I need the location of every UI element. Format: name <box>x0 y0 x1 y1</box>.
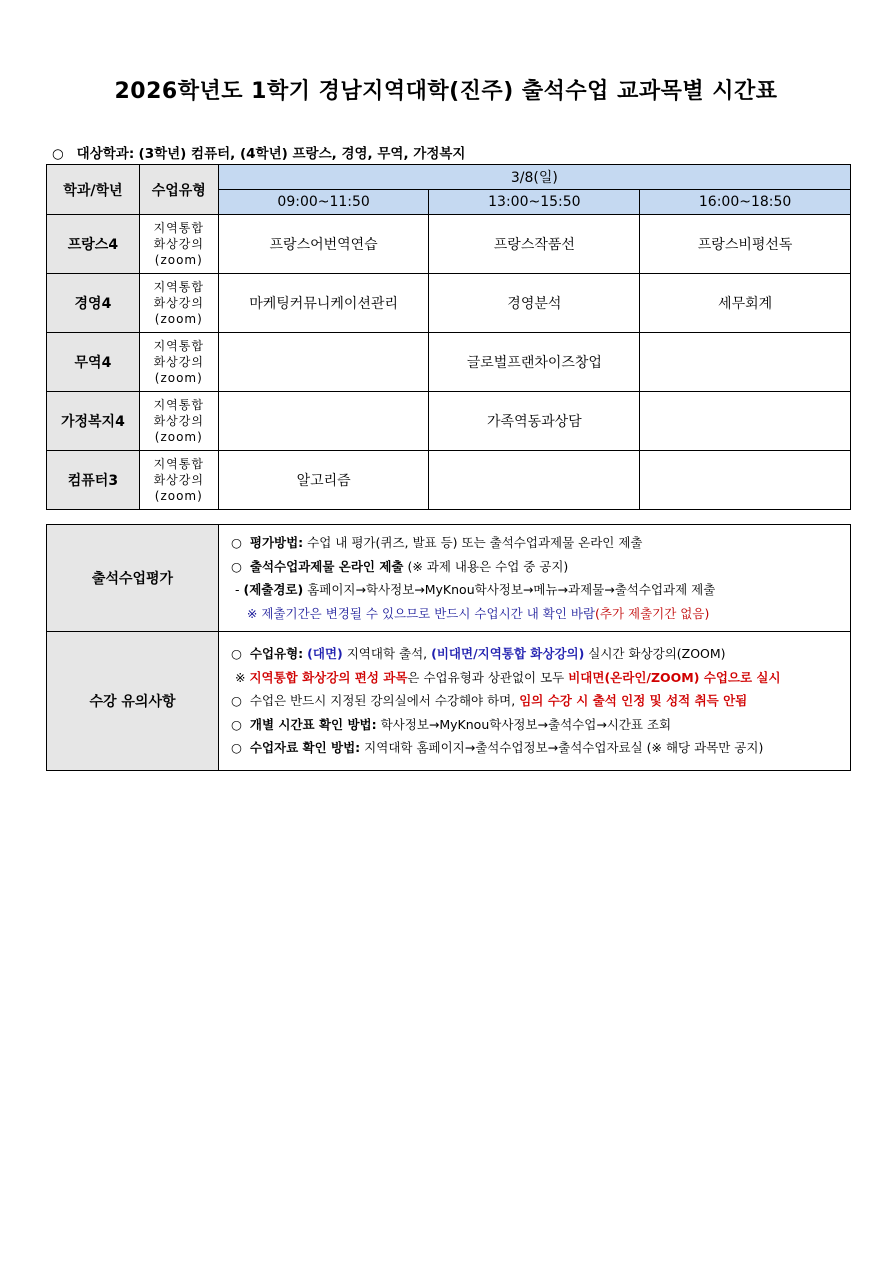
type-cell: 지역통합 화상강의 (zoom) <box>139 451 218 510</box>
course-cell: 글로벌프랜차이즈창업 <box>429 333 640 392</box>
eval-body <box>219 525 851 632</box>
type-cell: 지역통합 화상강의 (zoom) <box>139 274 218 333</box>
notes-heading: 수강 유의사항 <box>47 632 219 771</box>
time-slot-2: 13:00~15:50 <box>429 190 640 215</box>
time-slot-3: 16:00~18:50 <box>640 190 851 215</box>
header-type: 수업유형 <box>139 165 218 215</box>
note-line-4: ○ 개별 시간표 확인 방법: 학사정보→MyKnou학사정보→출석수업→시간표 조회 <box>231 716 672 732</box>
header-dept: 학과/학년 <box>47 165 140 215</box>
note-line-1: ○ 수업유형: (대면) 지역대학 출석, (비대면/지역통합 화상강의) 실시간 화상강의(ZOOM) <box>231 646 726 662</box>
eval-line-3: - (제출경로) 홈페이지→학사정보→MyKnou학사정보→메뉴→과제물→출석수업과제 제출 <box>234 582 716 597</box>
type-cell: 지역통합 화상강의 (zoom) <box>139 215 218 274</box>
eval-line-2: ○ 출석수업과제물 온라인 제출 (※ 과제 내용은 수업 중 공지) <box>231 558 569 574</box>
eval-heading: 출석수업평가 <box>47 525 219 632</box>
eval-line-1: ○ 평가방법: 수업 내 평가(퀴즈, 발표 등) 또는 출석수업과제물 온라인 제출 <box>231 535 643 550</box>
course-cell <box>640 451 851 510</box>
course-cell <box>429 451 640 510</box>
course-cell: 경영분석 <box>429 274 640 333</box>
course-cell <box>218 392 429 451</box>
dept-cell: 경영4 <box>47 274 140 333</box>
bullet: ○ <box>52 146 64 162</box>
type-cell: 지역통합 화상강의 (zoom) <box>139 333 218 392</box>
dept-cell: 무역4 <box>47 333 140 392</box>
course-cell: 프랑스어번역연습 <box>218 215 429 274</box>
target-label: 대상학과: <box>76 146 135 162</box>
dept-cell: 가정복지4 <box>47 392 140 451</box>
page-title: 2026학년도 1학기 경남지역대학(진주) 출석수업 교과목별 시간표 <box>114 79 778 104</box>
course-cell: 프랑스작품선 <box>429 215 640 274</box>
notes-table <box>46 524 851 771</box>
header-date: 3/8(일) <box>218 165 850 190</box>
course-cell <box>640 333 851 392</box>
table-row <box>47 333 851 392</box>
type-cell: 지역통합 화상강의 (zoom) <box>139 392 218 451</box>
notes-body <box>219 632 851 771</box>
table-row <box>47 215 851 274</box>
table-row <box>47 392 851 451</box>
course-cell: 마케팅커뮤니케이션관리 <box>218 274 429 333</box>
course-cell: 세무회계 <box>640 274 851 333</box>
table-row <box>47 451 851 510</box>
dept-cell: 컴퓨터3 <box>47 451 140 510</box>
course-cell: 알고리즘 <box>218 451 429 510</box>
course-cell: 프랑스비평선독 <box>640 215 851 274</box>
course-cell: 가족역동과상담 <box>429 392 640 451</box>
note-line-3: ○ 수업은 반드시 지정된 강의실에서 수강해야 하며, 임의 수강 시 출석 인정 및 성적 취득 안됨 <box>231 693 748 709</box>
table-row <box>47 274 851 333</box>
target-departments <box>52 142 465 162</box>
note-line-2: ※ 지역통합 화상강의 편성 과목은 수업유형과 상관없이 모두 비대면(온라인/ZOOM) 수업으로 실시 <box>234 669 781 685</box>
eval-line-4: ※ 제출기간은 변경될 수 있으므로 반드시 수업시간 내 확인 바람(추가 제출기간 없음) <box>246 605 710 621</box>
time-slot-1: 09:00~11:50 <box>218 190 429 215</box>
course-cell <box>218 333 429 392</box>
dept-cell: 프랑스4 <box>47 215 140 274</box>
note-line-5: ○ 수업자료 확인 방법: 지역대학 홈페이지→출석수업정보→출석수업자료실 (※ 해당 과목만 공지) <box>231 740 764 756</box>
target-value: (3학년) 컴퓨터, (4학년) 프랑스, 경영, 무역, 가정복지 <box>138 146 466 162</box>
schedule-table <box>46 164 851 510</box>
course-cell <box>640 392 851 451</box>
